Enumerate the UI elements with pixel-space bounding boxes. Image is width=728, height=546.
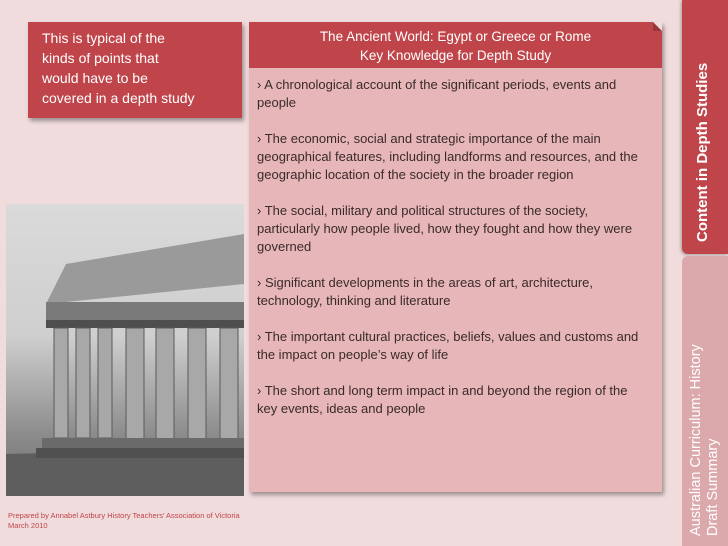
- greek-temple-photo: [6, 204, 244, 496]
- footer-date: March 2010: [8, 521, 48, 530]
- side-tab-content-in-depth-studies[interactable]: [682, 0, 728, 254]
- side-tab-line2: Draft Summary: [705, 438, 721, 536]
- side-tab-line1: Australian Curriculum: History: [688, 344, 704, 536]
- points-list: [257, 76, 647, 436]
- point-item: › The social, military and political structures of the society, particularly how people lived, how they fought and how they were governed: [257, 203, 633, 254]
- side-tab-label: Content in Depth Studies: [694, 62, 711, 242]
- header-title: The Ancient World: Egypt or Greece or Rome Key Knowledge for Depth Study: [319, 29, 592, 63]
- callout-text: This is typical of the kinds of points that would have to be covered in a depth study: [42, 30, 195, 106]
- footer-credit: [8, 511, 240, 531]
- point-item: › The short and long term impact in and beyond the region of the key events, ideas and people: [257, 383, 628, 416]
- point-item: › The economic, social and strategic importance of the main geographical features, including landforms and resources, and the geographic location of the society in the broader region: [257, 131, 638, 182]
- side-tab-curriculum-summary[interactable]: [682, 256, 728, 546]
- header-box: [249, 22, 662, 68]
- temple-illustration: [6, 204, 244, 496]
- side-tab-label-multiline: [688, 266, 722, 536]
- callout-box: [28, 22, 242, 118]
- footer-line: Prepared by Annabel Astbury History Teachers’ Association of Victoria: [8, 511, 240, 520]
- key-knowledge-panel: [249, 68, 662, 492]
- point-item: › The important cultural practices, beliefs, values and customs and the impact on people’s way of life: [257, 329, 639, 362]
- point-item: › Significant developments in the areas of art, architecture, technology, thinking and literature: [257, 275, 594, 308]
- point-item: › A chronological account of the significant periods, events and people: [257, 77, 617, 110]
